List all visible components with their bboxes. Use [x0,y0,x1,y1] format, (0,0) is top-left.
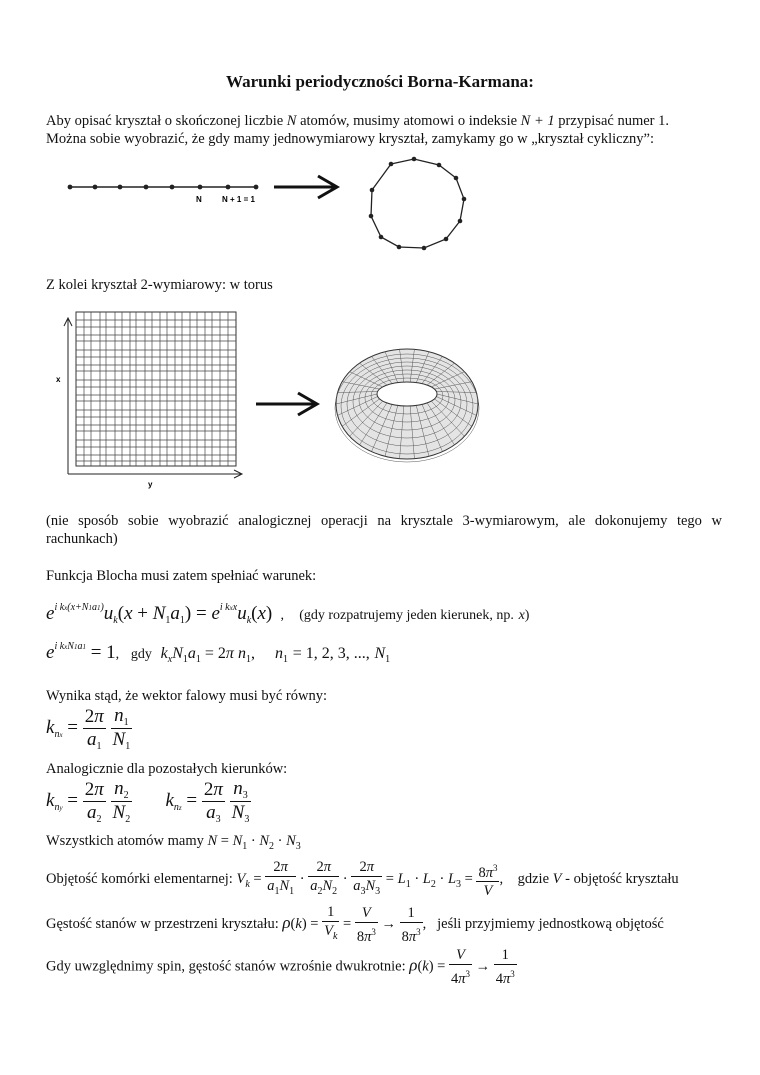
density-text: Gęstość stanów w przestrzeni kryształu: [46,915,279,932]
axis-label-y: y [148,480,153,489]
periodicity-condition: $e^{i kxN1a1} = 1$, gdy $k_xN_1a_1 = 2\pi$ $n_1$, $n_1 = 1$, 2, 3, ..., $N_1$ [46,641,391,665]
spin-text: Gdy uwzględnimy spin, gęstość stanów wzrośnie dwukrotnie: [46,958,406,975]
spin-density: Gdy uwzględnimy spin, gęstość stanów wzrośnie dwukrotnie: ρ(k) = $\frac{V}{4\pi^3}$ → $\frac{1}{4\pi^3}$ [46,947,515,987]
intro-text-b: atomów, musimy atomowi o indeksie [300,113,518,129]
bloch-comment-x: x [518,608,525,623]
page-title: Warunki periodyczności Borna-Karmana: [226,72,534,91]
chain-label-N1: N + 1 = 1 [222,195,255,204]
bloch-comment: (gdy rozpatrujemy jeden kierunek, np. [299,608,514,623]
torus-shape [335,349,479,462]
chain-label-N: N [196,195,202,204]
volume-comment: gdzie [517,870,550,887]
wave-intro: Wynika stąd, że wektor falowy musi być równy: [46,688,328,704]
intro-line-2: Można sobie wyobrazić, że gdy mamy jednowymiarowy kryształ, zamykamy go w „kryształ cykliczny”: [46,131,655,147]
torus-caption: Z kolei kryształ 2-wymiarowy: w torus [46,277,273,293]
cond-n-range: = 1, 2, 3, ..., [292,645,370,662]
note-3d: (nie sposób sobie wyobrazić analogicznej operacji na krysztale 3-wymiarowym, ale dokonujemy tego w rachunkach) [46,513,722,547]
intro-text-c: przypisać numer 1. [558,113,669,129]
intro-N-plus-1: N + 1 [520,113,555,129]
analog-intro: Analogicznie dla pozostałych kierunków: [46,761,288,777]
figure-grid-to-torus [0,0,760,500]
bloch-intro: Funkcja Blocha musi zatem spełniać warunek: [46,568,317,584]
wave-vector-x: $k_{nx}$ = $\frac{2\pi}{a_1}$ $\frac{n_1}{N_1}$ [46,705,131,752]
atoms-text: Wszystkich atomów mamy [46,833,204,849]
torus-hole [377,382,437,406]
atoms-count: Wszystkich atomów mamy $N = N_1 \cdot N_2 \cdot N_3$ [46,833,301,852]
wave-vector-yz: $k_{ny}$ = $\frac{2\pi}{a_2}$ $\frac{n_2}{N_2}$ $k_{nz}$ = $\frac{2\pi}{a_3}$ $\frac{n_3}{N_3}$ [46,778,250,825]
intro-N: N [286,113,297,129]
volume-text: Objętość komórki elementarnej: [46,870,233,887]
cell-volume: Objętość komórki elementarnej: $V_k$ = $\frac{2\pi}{a_1N_1}$ · $\frac{2\pi}{a_2N_2}$ · $\frac{2\pi}{a_3N_3}$ = $L_1 \cdot L_2 \cdot L_3$ = $\frac{8\pi^3}{V}$ , gdzie V - objętość kryształu [46,859,679,900]
bloch-equation: $e^{i kx(x+N1a1)}u_k(x + N_1a_1) = e^{i kxx}u_k(x)$ , (gdy rozpatrujemy jeden kierunek, np. x) [46,602,530,626]
intro-text-a: Aby opisać kryształ o skończonej liczbie [46,113,284,129]
density-of-states: Gęstość stanów w przestrzeni kryształu: ρ(k) = $\frac{1}{V_k}$ = $\frac{V}{8\pi^3}$ → $\frac{1}{8\pi^3}$ , jeśli przyjmiemy jednostkową objętość [46,904,664,945]
axis-label-x: x [56,375,61,384]
volume-comment-b: - objętość kryształu [565,870,679,887]
grid-lines [76,312,236,466]
arrow-right-icon [256,393,317,415]
cond-gdy: gdy [130,647,152,662]
density-comment: jeśli przyjmiemy jednostkową objętość [437,915,664,932]
